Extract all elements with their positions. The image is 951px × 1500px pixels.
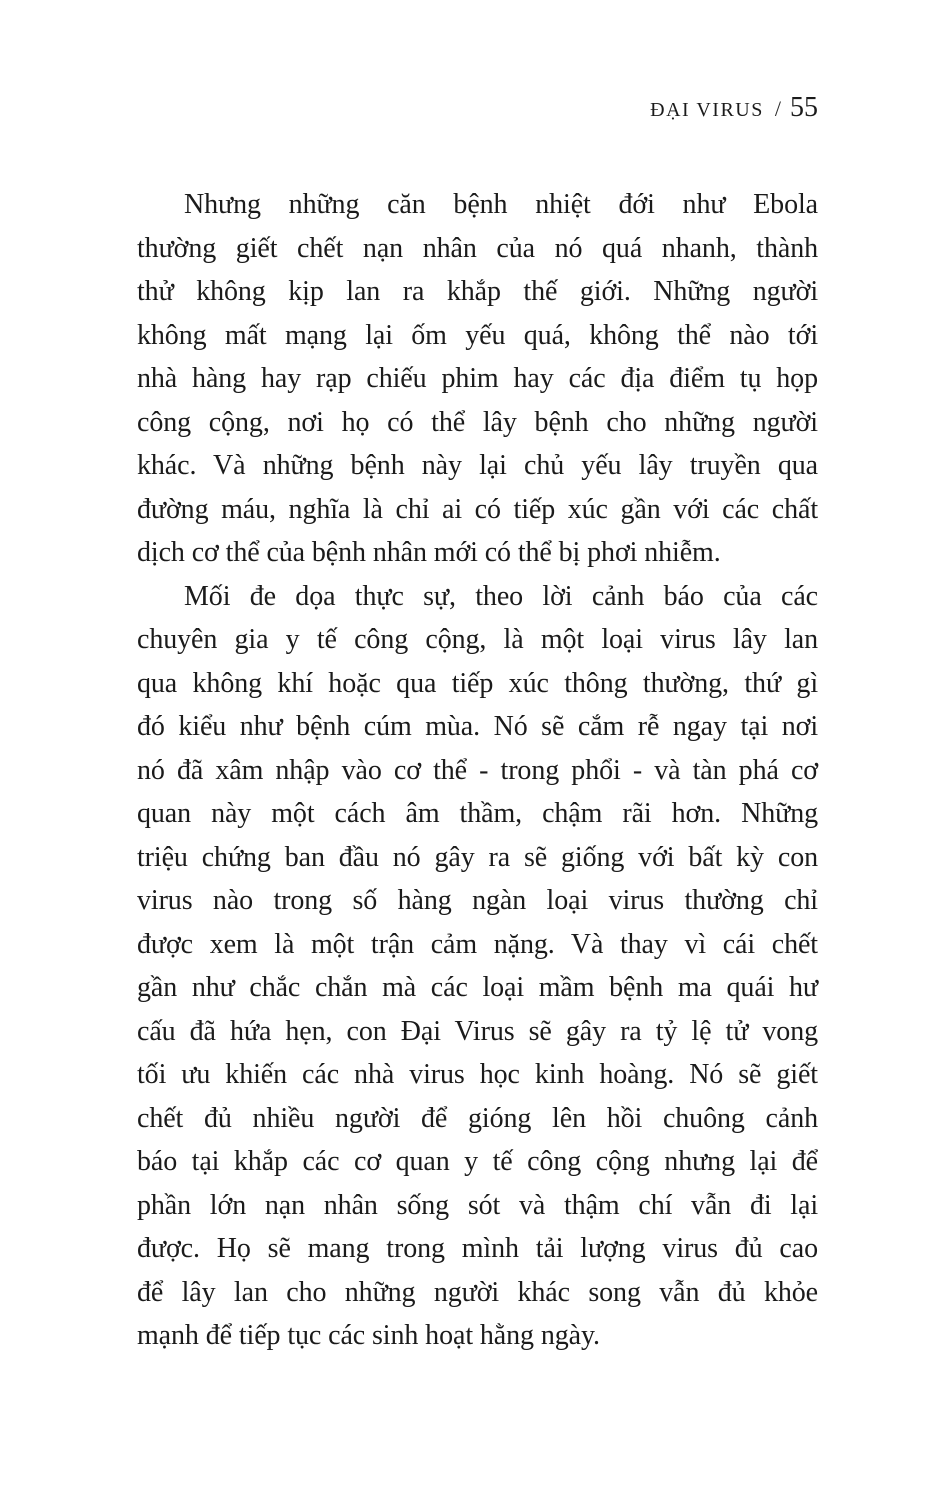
text-line: gần như chắc chắn mà các loại mầm bệnh ma quái hư [137, 972, 818, 1003]
text-line: phần lớn nạn nhân sống sót và thậm chí vẫn đi lại [137, 1189, 818, 1221]
text-line: đó kiểu như bệnh cúm mùa. Nó sẽ cắm rễ ngay tại nơi [137, 711, 818, 742]
text-line: đường máu, nghĩa là chỉ ai có tiếp xúc gần với các chất [137, 493, 818, 525]
text-line: được xem là một trận cảm nặng. Và thay vì cái chết [137, 928, 818, 960]
header-separator: / [774, 96, 781, 121]
text-line: Mối đe dọa thực sự, theo lời cảnh báo của các [184, 580, 818, 612]
text-line: thử không kịp lan ra khắp thế giới. Những người [137, 276, 818, 307]
text-line: mạnh để tiếp tục các sinh hoạt hằng ngày. [137, 1320, 600, 1351]
body-text [137, 183, 818, 1358]
text-line: triệu chứng ban đầu nó gây ra sẽ giống với bất kỳ con [137, 841, 818, 873]
text-line: thường giết chết nạn nhân của nó quá nhanh, thành [137, 232, 818, 264]
page-number: 55 [790, 92, 818, 123]
text-line: dịch cơ thể của bệnh nhân mới có thể bị phơi nhiễm. [137, 537, 721, 568]
text-line: cấu đã hứa hẹn, con Đại Virus sẽ gây ra tỷ lệ tử vong [137, 1015, 818, 1047]
running-title: ĐẠI VIRUS [650, 99, 764, 121]
text-line: báo tại khắp các cơ quan y tế công cộng nhưng lại để [137, 1146, 818, 1177]
text-line: không mất mạng lại ốm yếu quá, không thể nào tới [137, 319, 818, 351]
page-header [650, 92, 818, 124]
text-line: chuyên gia y tế công cộng, là một loại virus lây lan [137, 624, 818, 655]
text-line: quan này một cách âm thầm, chậm rãi hơn. Những [137, 798, 818, 829]
text-line: virus nào trong số hàng ngàn loại virus thường chỉ [137, 885, 818, 916]
text-line: được. Họ sẽ mang trong mình tải lượng virus đủ cao [137, 1233, 818, 1264]
text-line: nó đã xâm nhập vào cơ thể - trong phổi - và tàn phá cơ [137, 754, 818, 786]
text-line: công cộng, nơi họ có thể lây bệnh cho những người [137, 406, 818, 438]
text-line: chết đủ nhiều người để gióng lên hồi chuông cảnh [137, 1102, 818, 1134]
text-line: nhà hàng hay rạp chiếu phim hay các địa điểm tụ họp [137, 363, 818, 394]
text-line: để lây lan cho những người khác song vẫn đủ khỏe [137, 1276, 818, 1308]
text-line: qua không khí hoặc qua tiếp xúc thông thường, thứ gì [137, 667, 818, 699]
paragraph-2 [137, 575, 818, 1358]
text-line: Nhưng những căn bệnh nhiệt đới như Ebola [184, 189, 818, 220]
text-line: khác. Và những bệnh này lại chủ yếu lây truyền qua [137, 450, 818, 481]
text-line: tối ưu khiến các nhà virus học kinh hoàng. Nó sẽ giết [137, 1059, 818, 1090]
paragraph-1 [137, 183, 818, 575]
